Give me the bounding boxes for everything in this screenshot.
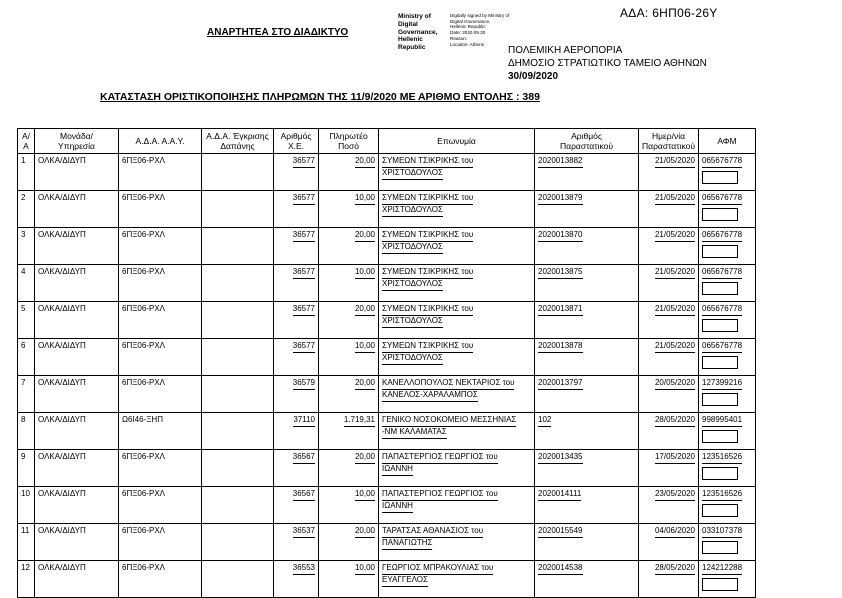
payee-name-line: ΧΡΙΣΤΟΔΟΥΛΟΣ — [382, 279, 531, 291]
cell-index: 10 — [18, 487, 35, 524]
cell-ada-aay: Ω6Ι46-ΞΗΠ — [119, 413, 202, 450]
field-value: 36553 — [293, 563, 315, 575]
column-header: Πληρωτέο Ποσό — [319, 129, 379, 154]
cell-ada-aay: 6ΠΞ06-ΡΧΛ — [119, 228, 202, 265]
cell-payee-name — [379, 228, 535, 265]
cell-index: 3 — [18, 228, 35, 265]
field-value: 124212288 — [702, 563, 742, 575]
payment-row — [18, 191, 756, 228]
cell-document-number — [535, 302, 639, 339]
field-value: 10,00 — [355, 341, 375, 353]
cell-afm — [699, 339, 756, 376]
payee-name-line: ΣΥΜΕΩΝ ΤΣΙΚΡΙΚΗΣ του — [382, 230, 531, 242]
cell-document-date — [639, 413, 699, 450]
cell-unit: ΟΛΚΑ/ΔΙΔΥΠ — [35, 228, 119, 265]
cell-ada-aay: 6ΠΞ06-ΡΧΛ — [119, 302, 202, 339]
cell-payee-name — [379, 450, 535, 487]
field-value: 20,00 — [355, 156, 375, 168]
cell-ada-aay: 6ΠΞ06-ΡΧΛ — [119, 339, 202, 376]
payee-name-line: ΣΥΜΕΩΝ ΤΣΙΚΡΙΚΗΣ του — [382, 193, 531, 205]
signature-details: Digitally signed by Ministry of Digital Governance, Hellenic Republic Date: 2020.09.30 Reason: Location: Athens — [450, 13, 510, 47]
document-date: 30/09/2020 — [508, 71, 559, 82]
cell-ada-approval — [202, 413, 274, 450]
cell-ada-approval — [202, 228, 274, 265]
payment-row — [18, 339, 756, 376]
cell-unit: ΟΛΚΑ/ΔΙΔΥΠ — [35, 450, 119, 487]
field-value: 36577 — [293, 193, 315, 205]
page-title: ΚΑΤΑΣΤΑΣΗ ΟΡΙΣΤΙΚΟΠΟΙΗΣΗΣ ΠΛΗΡΩΜΩΝ ΤΗΣ 11/9/2020 ΜΕ ΑΡΙΘΜΟ ΕΝΤΟΛΗΣ : 389 — [100, 91, 540, 103]
afm-stamp-box — [702, 467, 738, 480]
cell-document-number — [535, 376, 639, 413]
cell-unit: ΟΛΚΑ/ΔΙΔΥΠ — [35, 339, 119, 376]
cell-cheque-number — [274, 376, 319, 413]
cell-ada-approval — [202, 561, 274, 598]
field-value: 36579 — [293, 378, 315, 390]
cell-cheque-number — [274, 561, 319, 598]
field-value: 2020013871 — [538, 304, 583, 316]
cell-cheque-number — [274, 191, 319, 228]
cell-document-number — [535, 191, 639, 228]
cell-payee-name — [379, 376, 535, 413]
cell-payable-amount — [319, 302, 379, 339]
cell-document-date — [639, 265, 699, 302]
field-value: 21/05/2020 — [655, 156, 695, 168]
agency-line-1: ΠΟΛΕΜΙΚΗ ΑΕΡΟΠΟΡΙΑ — [508, 45, 623, 56]
field-value: 065676778 — [702, 230, 742, 242]
cell-cheque-number — [274, 154, 319, 191]
afm-stamp-box — [702, 245, 738, 258]
cell-document-number — [535, 154, 639, 191]
field-value: 10,00 — [355, 193, 375, 205]
cell-ada-aay: 6ΠΞ06-ΡΧΛ — [119, 376, 202, 413]
cell-payable-amount — [319, 413, 379, 450]
cell-ada-approval — [202, 191, 274, 228]
column-header: Α.Δ.Α. Α.Α.Υ. — [119, 129, 202, 154]
cell-ada-aay: 6ΠΞ06-ΡΧΛ — [119, 450, 202, 487]
cell-afm — [699, 265, 756, 302]
payment-row — [18, 265, 756, 302]
cell-cheque-number — [274, 524, 319, 561]
field-value: 2020014538 — [538, 563, 583, 575]
afm-stamp-box — [702, 319, 738, 332]
cell-document-date — [639, 228, 699, 265]
cell-document-date — [639, 154, 699, 191]
payment-row — [18, 487, 756, 524]
cell-ada-approval — [202, 450, 274, 487]
cell-unit: ΟΛΚΑ/ΔΙΔΥΠ — [35, 302, 119, 339]
field-value: 2020014111 — [538, 489, 581, 501]
field-value: 2020013875 — [538, 267, 583, 279]
cell-document-date — [639, 524, 699, 561]
field-value: 10,00 — [355, 489, 375, 501]
field-value: 1.719,31 — [344, 415, 375, 427]
cell-ada-approval — [202, 154, 274, 191]
payee-name-line: ΤΑΡΑΤΣΑΣ ΑΘΑΝΑΣΙΟΣ του — [382, 526, 531, 538]
cell-payee-name — [379, 302, 535, 339]
cell-ada-aay: 6ΠΞ06-ΡΧΛ — [119, 154, 202, 191]
cell-index: 1 — [18, 154, 35, 191]
payment-row — [18, 302, 756, 339]
cell-unit: ΟΛΚΑ/ΔΙΔΥΠ — [35, 376, 119, 413]
column-header: Α.Δ.Α. Έγκρισης Δαπάνης — [202, 129, 274, 154]
payee-name-line: ΚΑΝΕΛΟΣ-ΧΑΡΑΛΑΜΠΟΣ — [382, 390, 531, 402]
cell-ada-aay: 6ΠΞ06-ΡΧΛ — [119, 191, 202, 228]
cell-unit: ΟΛΚΑ/ΔΙΔΥΠ — [35, 413, 119, 450]
cell-cheque-number — [274, 413, 319, 450]
field-value: 36537 — [293, 526, 315, 538]
field-value: 2020013435 — [538, 452, 583, 464]
payee-name-line: ΣΥΜΕΩΝ ΤΣΙΚΡΙΚΗΣ του — [382, 304, 531, 316]
cell-document-number — [535, 413, 639, 450]
cell-afm — [699, 487, 756, 524]
cell-document-number — [535, 450, 639, 487]
cell-ada-approval — [202, 376, 274, 413]
cell-index: 4 — [18, 265, 35, 302]
afm-stamp-box — [702, 393, 738, 406]
payment-row — [18, 228, 756, 265]
cell-unit: ΟΛΚΑ/ΔΙΔΥΠ — [35, 524, 119, 561]
cell-payee-name — [379, 487, 535, 524]
field-value: 21/05/2020 — [655, 341, 695, 353]
cell-index: 11 — [18, 524, 35, 561]
column-header: Ημερ/νία Παραστατικού — [639, 129, 699, 154]
cell-afm — [699, 376, 756, 413]
cell-payable-amount — [319, 339, 379, 376]
cell-payee-name — [379, 154, 535, 191]
cell-ada-approval — [202, 302, 274, 339]
cell-unit: ΟΛΚΑ/ΔΙΔΥΠ — [35, 487, 119, 524]
cell-index: 9 — [18, 450, 35, 487]
afm-stamp-box — [702, 504, 738, 517]
field-value: 2020015549 — [538, 526, 583, 538]
cell-payable-amount — [319, 228, 379, 265]
field-value: 04/06/2020 — [655, 526, 695, 538]
field-value: 20,00 — [355, 230, 375, 242]
field-value: 21/05/2020 — [655, 267, 695, 279]
payee-name-line: ΠΑΠΑΣΤΕΡΓΙΟΣ ΓΕΩΡΓΙΟΣ του — [382, 452, 531, 464]
payment-row — [18, 450, 756, 487]
field-value: 36577 — [293, 267, 315, 279]
field-value: 36577 — [293, 156, 315, 168]
payee-name-line: ΧΡΙΣΤΟΔΟΥΛΟΣ — [382, 353, 531, 365]
field-value: 102 — [538, 415, 551, 427]
cell-unit: ΟΛΚΑ/ΔΙΔΥΠ — [35, 191, 119, 228]
cell-unit: ΟΛΚΑ/ΔΙΔΥΠ — [35, 561, 119, 598]
cell-ada-aay: 6ΠΞ06-ΡΧΛ — [119, 265, 202, 302]
field-value: 20/05/2020 — [655, 378, 695, 390]
cell-index: 6 — [18, 339, 35, 376]
field-value: 2020013878 — [538, 341, 583, 353]
cell-document-date — [639, 376, 699, 413]
afm-stamp-box — [702, 430, 738, 443]
cell-document-number — [535, 339, 639, 376]
field-value: 065676778 — [702, 341, 742, 353]
cell-document-date — [639, 302, 699, 339]
field-value: 36577 — [293, 230, 315, 242]
field-value: 10,00 — [355, 267, 375, 279]
payee-name-line: ΓΕΩΡΓΙΟΣ ΜΠΡΑΚΟΥΛΙΑΣ του — [382, 563, 531, 575]
field-value: 033107378 — [702, 526, 742, 538]
field-value: 37110 — [293, 415, 315, 427]
afm-stamp-box — [702, 171, 738, 184]
payment-row — [18, 524, 756, 561]
payee-name-line: ΠΑΝΑΓΙΩΤΗΣ — [382, 538, 531, 550]
payee-name-line: ΙΩΑΝΝΗ — [382, 464, 531, 476]
payee-name-line: ΧΡΙΣΤΟΔΟΥΛΟΣ — [382, 205, 531, 217]
field-value: 21/05/2020 — [655, 193, 695, 205]
cell-cheque-number — [274, 487, 319, 524]
column-header: Αριθμός Χ.Ε. — [274, 129, 319, 154]
internet-posting-label: ΑΝΑΡΤΗΤΕΑ ΣΤΟ ΔΙΑΔΙΚΤΥΟ — [207, 27, 349, 38]
cell-ada-aay: 6ΠΞ06-ΡΧΛ — [119, 561, 202, 598]
payee-name-line: ΚΑΝΕΛΛΟΠΟΥΛΟΣ ΝΕΚΤΑΡΙΟΣ του — [382, 378, 531, 390]
cell-document-number — [535, 265, 639, 302]
cell-payable-amount — [319, 450, 379, 487]
cell-document-date — [639, 450, 699, 487]
afm-stamp-box — [702, 541, 738, 554]
column-header: Επωνυμία — [379, 129, 535, 154]
field-value: 065676778 — [702, 156, 742, 168]
cell-ada-aay: 6ΠΞ06-ΡΧΛ — [119, 487, 202, 524]
field-value: 36567 — [293, 452, 315, 464]
cell-index: 12 — [18, 561, 35, 598]
afm-stamp-box — [702, 356, 738, 369]
payment-row — [18, 561, 756, 598]
payee-name-line: ΓΕΝΙΚΟ ΝΟΣΟΚΟΜΕΙΟ ΜΕΣΣΗΝΙΑΣ — [382, 415, 531, 427]
afm-stamp-box — [702, 208, 738, 221]
agency-block — [508, 44, 707, 83]
cell-index: 5 — [18, 302, 35, 339]
field-value: 28/05/2020 — [655, 415, 695, 427]
table-body — [18, 154, 756, 598]
cell-afm — [699, 450, 756, 487]
cell-afm — [699, 561, 756, 598]
cell-afm — [699, 302, 756, 339]
cell-ada-approval — [202, 524, 274, 561]
field-value: 123516526 — [702, 489, 742, 501]
cell-ada-aay: 6ΠΞ06-ΡΧΛ — [119, 524, 202, 561]
cell-payee-name — [379, 339, 535, 376]
field-value: 10,00 — [355, 563, 375, 575]
cell-document-date — [639, 487, 699, 524]
cell-afm — [699, 228, 756, 265]
cell-cheque-number — [274, 265, 319, 302]
cell-afm — [699, 154, 756, 191]
payment-row — [18, 154, 756, 191]
payee-name-line: ΠΑΠΑΣΤΕΡΓΙΟΣ ΓΕΩΡΓΙΟΣ του — [382, 489, 531, 501]
ministry-name: Ministry of Digital Governance, Hellenic Republic — [398, 13, 438, 52]
field-value: 28/05/2020 — [655, 563, 695, 575]
cell-payable-amount — [319, 191, 379, 228]
cell-cheque-number — [274, 450, 319, 487]
cell-payable-amount — [319, 265, 379, 302]
cell-document-number — [535, 487, 639, 524]
field-value: 20,00 — [355, 452, 375, 464]
cell-payable-amount — [319, 376, 379, 413]
field-value: 36567 — [293, 489, 315, 501]
payment-row — [18, 376, 756, 413]
field-value: 2020013879 — [538, 193, 583, 205]
column-header: Αριθμός Παραστατικού — [535, 129, 639, 154]
payee-name-line: ΣΥΜΕΩΝ ΤΣΙΚΡΙΚΗΣ του — [382, 341, 531, 353]
field-value: 2020013882 — [538, 156, 583, 168]
cell-afm — [699, 191, 756, 228]
cell-index: 7 — [18, 376, 35, 413]
cell-afm — [699, 413, 756, 450]
payee-name-line: -ΝΜ ΚΑΛΑΜΑΤΑΣ — [382, 427, 531, 439]
payee-name-line: ΧΡΙΣΤΟΔΟΥΛΟΣ — [382, 316, 531, 328]
cell-afm — [699, 524, 756, 561]
cell-cheque-number — [274, 339, 319, 376]
payee-name-line: ΣΥΜΕΩΝ ΤΣΙΚΡΙΚΗΣ του — [382, 267, 531, 279]
column-header: Μονάδα/ Υπηρεσία — [35, 129, 119, 154]
cell-payee-name — [379, 561, 535, 598]
field-value: 065676778 — [702, 193, 742, 205]
afm-stamp-box — [702, 578, 738, 591]
cell-payee-name — [379, 413, 535, 450]
column-header: Α/Α — [18, 129, 35, 154]
payee-name-line: ΣΥΜΕΩΝ ΤΣΙΚΡΙΚΗΣ του — [382, 156, 531, 168]
cell-ada-approval — [202, 339, 274, 376]
field-value: 20,00 — [355, 378, 375, 390]
field-value: 2020013870 — [538, 230, 583, 242]
cell-payable-amount — [319, 561, 379, 598]
cell-index: 2 — [18, 191, 35, 228]
field-value: 17/05/2020 — [655, 452, 695, 464]
agency-line-2: ΔΗΜΟΣΙΟ ΣΤΡΑΤΙΩΤΙΚΟ ΤΑΜΕΙΟ ΑΘΗΝΩΝ — [508, 58, 707, 69]
cell-document-date — [639, 561, 699, 598]
field-value: 21/05/2020 — [655, 304, 695, 316]
cell-ada-approval — [202, 265, 274, 302]
field-value: 21/05/2020 — [655, 230, 695, 242]
payee-name-line: ΧΡΙΣΤΟΔΟΥΛΟΣ — [382, 242, 531, 254]
cell-payable-amount — [319, 154, 379, 191]
cell-payable-amount — [319, 524, 379, 561]
cell-document-date — [639, 339, 699, 376]
field-value: 2020013797 — [538, 378, 583, 390]
table-header-row — [18, 129, 756, 154]
field-value: 36577 — [293, 304, 315, 316]
field-value: 998995401 — [702, 415, 742, 427]
cell-document-number — [535, 561, 639, 598]
field-value: 36577 — [293, 341, 315, 353]
field-value: 20,00 — [355, 304, 375, 316]
field-value: 065676778 — [702, 267, 742, 279]
cell-payee-name — [379, 524, 535, 561]
cell-payable-amount — [319, 487, 379, 524]
cell-unit: ΟΛΚΑ/ΔΙΔΥΠ — [35, 265, 119, 302]
payment-row — [18, 413, 756, 450]
afm-stamp-box — [702, 282, 738, 295]
field-value: 127399216 — [702, 378, 742, 390]
field-value: 065676778 — [702, 304, 742, 316]
cell-payee-name — [379, 191, 535, 228]
field-value: 23/05/2020 — [655, 489, 695, 501]
payee-name-line: ΧΡΙΣΤΟΔΟΥΛΟΣ — [382, 168, 531, 180]
field-value: 20,00 — [355, 526, 375, 538]
cell-document-date — [639, 191, 699, 228]
payee-name-line: ΕΥΑΓΓΕΛΟΣ — [382, 575, 531, 587]
field-value: 123516526 — [702, 452, 742, 464]
cell-payee-name — [379, 265, 535, 302]
column-header: ΑΦΜ — [699, 129, 756, 154]
cell-index: 8 — [18, 413, 35, 450]
cell-ada-approval — [202, 487, 274, 524]
cell-document-number — [535, 524, 639, 561]
payee-name-line: ΙΩΑΝΝΗ — [382, 501, 531, 513]
payments-table — [17, 128, 756, 598]
cell-document-number — [535, 228, 639, 265]
digital-signature-stamp — [398, 13, 510, 52]
ada-number: ΑΔΑ: 6ΗΠ06-26Υ — [620, 6, 718, 20]
cell-unit: ΟΛΚΑ/ΔΙΔΥΠ — [35, 154, 119, 191]
cell-cheque-number — [274, 302, 319, 339]
cell-cheque-number — [274, 228, 319, 265]
